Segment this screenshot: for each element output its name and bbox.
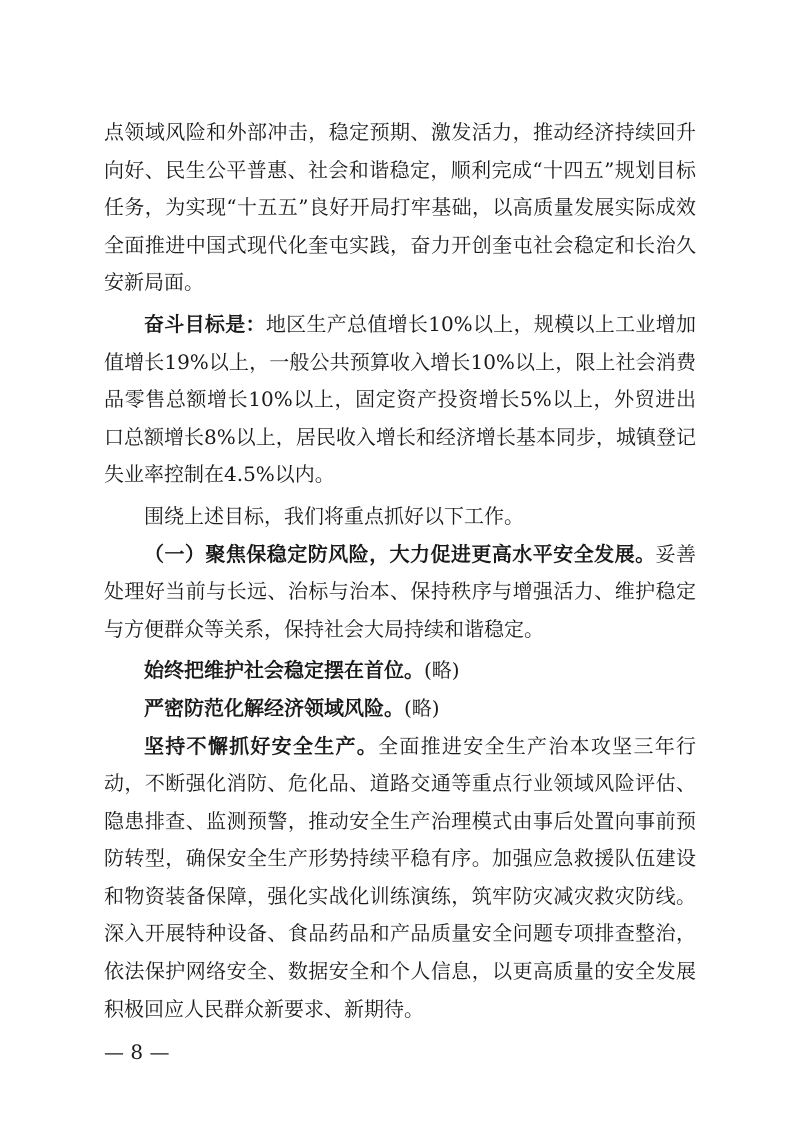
paragraph-continuation: [104, 114, 696, 302]
paragraph-text: 地区生产总值增长10%以上，规模以上工业增加值增长19%以上，一般公共预算收入增长10%以上，限上社会消费品零售总额增长10%以上，固定资产投资增长5%以上，外贸进出口总额增长8%以上，居民收入增长和经济增长基本同步，城镇登记失业率控制在4.5%以内。: [104, 311, 697, 487]
paragraph-goals: [104, 306, 696, 494]
paragraph-stability: [104, 652, 696, 690]
paragraph-lead: 严密防范化解经济领域风险。: [144, 695, 404, 720]
paragraph-text: 妥善处理好当前与长远、治标与治本、保持秩序与增强活力、维护稳定与方便群众等关系，保持社会大局持续和谐稳定。: [104, 541, 697, 641]
page-number: — 8 —: [104, 1040, 170, 1064]
paragraph-text: 点领域风险和外部冲击，稳定预期、激发活力，推动经济持续回升向好、民生公平普惠、社会和谐稳定，顺利完成“十四五”规划目标任务，为实现“十五五”良好开局打牢基础，以高质量发展实际成效全面推进中国式现代化奎屯实践，奋力开创奎屯社会稳定和长治久安新局面。: [104, 120, 696, 295]
paragraph-lead: 始终把维护社会稳定摆在首位。: [144, 658, 424, 683]
paragraph-text: 全面推进安全生产治本攻坚三年行动，不断强化消防、危化品、道路交通等重点行业领域风险评估、隐患排查、监测预警，推动安全生产治理模式由事后处置向事前预防转型，确保安全生产形势持续平稳有序。加强应急救援队伍建设和物资装备保障，强化实战化训练演练，筑牢防灾减灾救灾防线。深入开展特种设备、食品药品和产品质量安全问题专项排查整治，依法保护网络安全、数据安全和个人信息，以更高质量的安全发展积极回应人民群众新要求、新期待。: [104, 733, 697, 1021]
paragraph-safety: [104, 728, 696, 1029]
paragraph-economic-risk: [104, 690, 696, 728]
paragraph-intro: [104, 498, 696, 536]
paragraph-text: (略): [424, 658, 460, 683]
paragraph-lead: 奋斗目标是：: [144, 311, 266, 336]
paragraph-section-heading: [104, 536, 696, 649]
paragraph-lead: （一）聚焦保稳定防风险，大力促进更高水平安全发展。: [144, 541, 656, 566]
paragraph-text: 围绕上述目标，我们将重点抓好以下工作。: [144, 503, 524, 528]
document-body: [104, 114, 696, 1028]
paragraph-text: (略): [404, 695, 440, 720]
paragraph-lead: 坚持不懈抓好安全生产。: [144, 733, 379, 758]
